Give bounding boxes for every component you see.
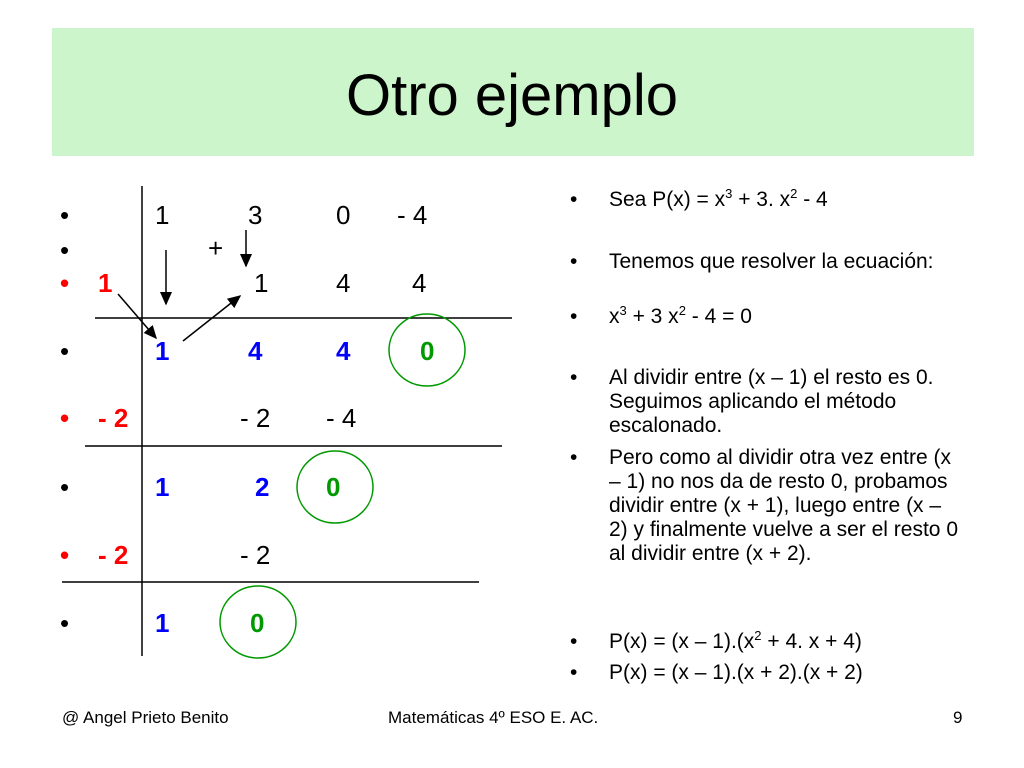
bullet: • [570, 446, 578, 469]
footer-author: @ Angel Prieto Benito [62, 708, 229, 727]
bullet: • [60, 235, 70, 265]
result-cell: 2 [255, 472, 270, 502]
bullet: • [570, 305, 578, 328]
plus-sign: + [208, 233, 224, 263]
equation-intro: Tenemos que resolver la ecuación: [609, 250, 934, 273]
product-cell: 4 [336, 268, 351, 298]
remainder-cell: 0 [420, 336, 435, 366]
footer-page-number: 9 [953, 708, 963, 727]
result-cell: 4 [248, 336, 263, 366]
footer-course: Matemáticas 4º ESO E. AC. [388, 708, 599, 727]
product-cell: 4 [412, 268, 427, 298]
product-cell: - 2 [240, 403, 271, 433]
factorization-1: $P(x) = (x - 1).(x^2 + 4$. x + 4) [609, 628, 862, 653]
bullet: • [60, 608, 70, 638]
bullet: • [60, 540, 70, 570]
result-cell: 4 [336, 336, 351, 366]
result-cell: 1 [155, 472, 170, 502]
remainder-cell: 0 [250, 608, 265, 638]
bullet: • [570, 630, 578, 653]
bullet: • [60, 336, 70, 366]
divisor: - 2 [98, 403, 129, 433]
bullet: • [570, 366, 578, 389]
bullet: • [570, 250, 578, 273]
coef-cell: - 4 [397, 200, 428, 230]
polynomial-definition: Sea $P(x) = x^3 + 3$. $x^2 - 4$ [609, 186, 828, 211]
bullet: • [60, 268, 70, 298]
slide-title: Otro ejemplo [345, 63, 679, 128]
product-cell: - 2 [240, 540, 271, 570]
bullet: • [60, 472, 70, 502]
explanation-1: Al dividir entre (x – 1) el resto es 0. Seguimos aplicando el método escalonado. [609, 366, 934, 437]
arrow-diag-1 [118, 294, 156, 338]
divisor: - 2 [98, 540, 129, 570]
bullet: • [60, 403, 70, 433]
coef-cell: 3 [248, 200, 263, 230]
result-cell: 1 [155, 336, 170, 366]
divisor: 1 [98, 268, 113, 298]
product-cell: - 4 [326, 403, 357, 433]
product-cell: 1 [254, 268, 269, 298]
explanation-2: Pero como al dividir otra vez entre (x – 1) no nos da de resto 0, probamos dividir entre (x + 1), luego entre (x – 2) y finalmente vuelve a ser el resto 0 al dividir entre (x + 2). [609, 446, 959, 565]
coef-cell: 0 [336, 200, 351, 230]
remainder-cell: 0 [326, 472, 341, 502]
bullet: • [60, 200, 70, 230]
bullet: • [570, 188, 578, 211]
bullet: • [570, 661, 578, 684]
factorization-2: P(x) = (x – 1).(x + 2).(x + 2) [609, 661, 863, 684]
coef-cell: 1 [155, 200, 170, 230]
equation: $x^3 + 3$ $x^2 - 4 = 0$ [609, 303, 752, 328]
result-cell: 1 [155, 608, 170, 638]
